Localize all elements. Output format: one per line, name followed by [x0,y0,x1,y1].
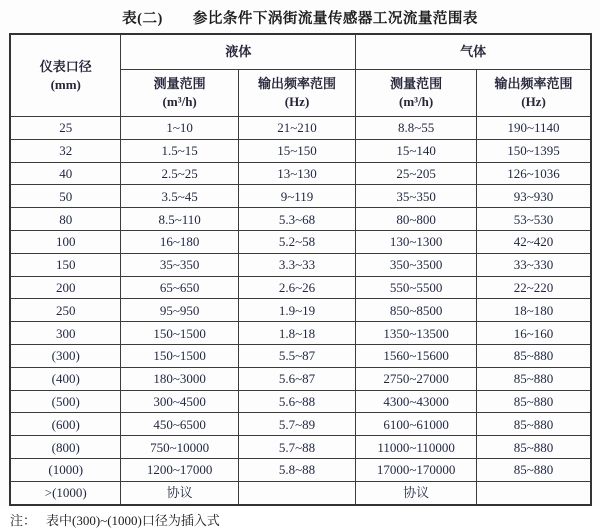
table-cell: >(1000) [10,481,121,504]
table-row [10,208,591,231]
table-cell: 协议 [356,481,477,504]
table-cell: 25~205 [356,162,477,185]
table-cell: 150~1395 [477,139,591,162]
table-cell: 1560~15600 [356,344,477,367]
table-cell: 250 [10,299,121,322]
table-cell: 50 [10,185,121,208]
table-cell: 85~880 [477,436,591,459]
header-group-row [10,34,591,70]
table-cell: 35~350 [121,253,238,276]
table-cell: 126~1036 [477,162,591,185]
table-row [10,458,591,481]
table-cell: 3.3~33 [238,253,355,276]
table-cell: (400) [10,367,121,390]
table-cell: 1.9~19 [238,299,355,322]
table-cell: 25 [10,117,121,140]
table-cell: 1200~17000 [121,458,238,481]
header-gas-measure-line1: 测量范围 [390,76,443,92]
header-liquid-measure [121,70,238,117]
table-cell: 18~180 [477,299,591,322]
table-cell: 5.6~88 [238,390,355,413]
table-cell: 2.6~26 [238,276,355,299]
table-cell: 80 [10,208,121,231]
table-cell: 8.8~55 [356,117,477,140]
header-gas-measure [356,70,477,117]
table-cell: 65~650 [121,276,238,299]
table-cell: 85~880 [477,458,591,481]
table-cell: (600) [10,413,121,436]
table-cell: 150 [10,253,121,276]
table-cell: 16~180 [121,230,238,253]
header-diameter-line2: (mm) [50,76,81,92]
table-cell: 85~880 [477,344,591,367]
table-cell: 2750~27000 [356,367,477,390]
table-row [10,230,591,253]
table-cell: 85~880 [477,367,591,390]
header-liquid-measure-line2: (m³/h) [162,94,197,109]
table-cell: 300 [10,322,121,345]
header-diameter-line1: 仪表口径 [39,58,92,74]
table-cell: 850~8500 [356,299,477,322]
table-title-text: 参比条件下涡街流量传感器工况流量范围表 [192,11,478,27]
table-row [10,344,591,367]
page-title [0,0,600,33]
header-diameter [10,34,121,117]
table-cell: 32 [10,139,121,162]
header-gas-freq-line2: (Hz) [521,94,546,109]
table-cell: 450~6500 [121,413,238,436]
table-cell: 1.5~15 [121,139,238,162]
table-cell: 35~350 [356,185,477,208]
table-cell: 4300~43000 [356,390,477,413]
table-cell: 42~420 [477,230,591,253]
table-cell: (1000) [10,458,121,481]
table-cell: 750~10000 [121,436,238,459]
table-cell: 53~530 [477,208,591,231]
header-liquid-measure-line1: 测量范围 [153,76,206,92]
table-row [10,253,591,276]
table-cell: 5.2~58 [238,230,355,253]
table-row [10,185,591,208]
table-cell: 9~119 [238,185,355,208]
header-group-liquid: 液体 [121,34,356,70]
table-cell: 协议 [121,481,238,504]
table-cell: 1~10 [121,117,238,140]
table-cell [238,481,355,504]
table-cell: 180~3000 [121,367,238,390]
footnote-label: 注： [10,512,37,528]
table-cell: 16~160 [477,322,591,345]
table-body [10,117,591,505]
table-cell: 40 [10,162,121,185]
header-gas-freq [477,70,591,117]
table-cell: 5.6~87 [238,367,355,390]
table-cell: 100 [10,230,121,253]
table-cell: 200 [10,276,121,299]
table-row [10,276,591,299]
table-cell: 2.5~25 [121,162,238,185]
table-cell: 15~140 [356,139,477,162]
table-row [10,117,591,140]
table-cell: 1.8~18 [238,322,355,345]
table-cell: 22~220 [477,276,591,299]
table-cell: 6100~61000 [356,413,477,436]
table-cell: 5.5~87 [238,344,355,367]
table-row [10,299,591,322]
table-cell: 5.7~88 [238,436,355,459]
table-cell: 350~3500 [356,253,477,276]
table-cell: 13~130 [238,162,355,185]
table-number: 表(二) [122,11,163,27]
table-cell: 33~330 [477,253,591,276]
table-cell: 85~880 [477,413,591,436]
table-cell: (500) [10,390,121,413]
table-cell: 3.5~45 [121,185,238,208]
table-cell [477,481,591,504]
table-cell: 550~5500 [356,276,477,299]
table-cell: 85~880 [477,390,591,413]
table-cell: (800) [10,436,121,459]
header-gas-freq-line1: 输出频率范围 [494,76,573,92]
flow-range-table [9,33,592,506]
table-cell: 17000~170000 [356,458,477,481]
table-cell: 11000~110000 [356,436,477,459]
table-cell: 5.7~89 [238,413,355,436]
table-cell: 80~800 [356,208,477,231]
table-cell: 5.8~88 [238,458,355,481]
table-row [10,139,591,162]
table-cell: 150~1500 [121,344,238,367]
table-row [10,413,591,436]
table-cell: 150~1500 [121,322,238,345]
table-row [10,322,591,345]
table-cell: 300~4500 [121,390,238,413]
table-cell: 8.5~110 [121,208,238,231]
table-cell: 15~150 [238,139,355,162]
table-row [10,436,591,459]
table-cell: 1350~13500 [356,322,477,345]
footnote-text: 表中(300)~(1000)口径为插入式 [46,512,220,528]
table-row [10,390,591,413]
table-cell: 95~950 [121,299,238,322]
header-liquid-freq [238,70,355,117]
header-liquid-freq-line1: 输出频率范围 [258,76,337,92]
footnote [10,510,600,529]
table-row [10,481,591,504]
table-cell: 93~930 [477,185,591,208]
table-cell: 130~1300 [356,230,477,253]
header-group-gas: 气体 [356,34,591,70]
table-cell: (300) [10,344,121,367]
table-row [10,367,591,390]
header-liquid-freq-line2: (Hz) [284,94,310,109]
table-cell: 21~210 [238,117,355,140]
table-cell: 190~1140 [477,117,591,140]
header-gas-measure-line2: (m³/h) [398,94,434,109]
table-row [10,162,591,185]
table-cell: 5.3~68 [238,208,355,231]
